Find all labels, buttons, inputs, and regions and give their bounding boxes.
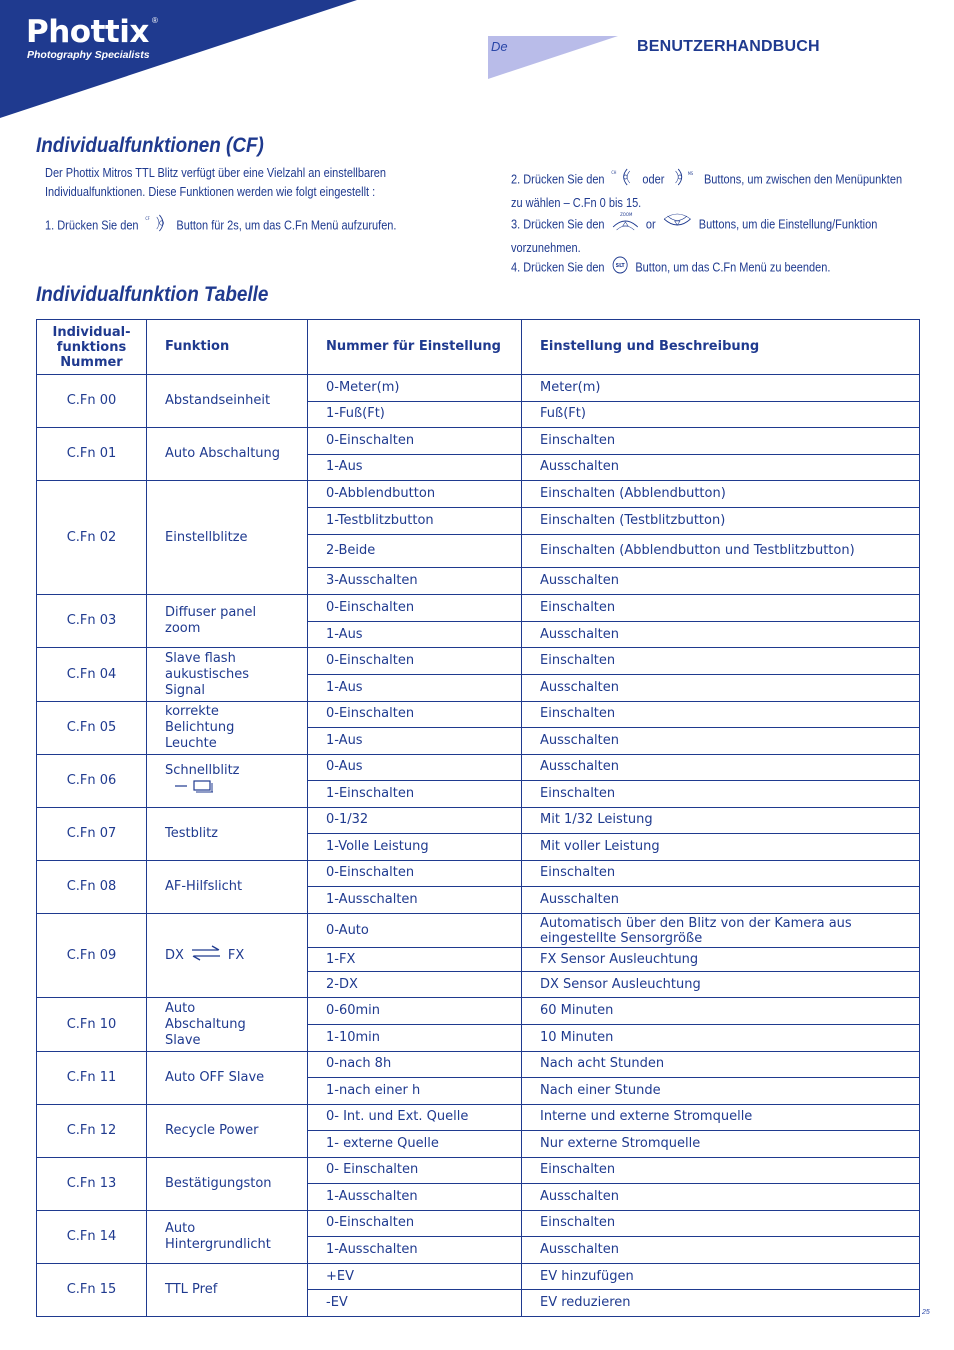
cfn-number: C.Fn 10 <box>37 998 147 1051</box>
cfn-number: C.Fn 14 <box>37 1210 147 1263</box>
svg-text:CH: CH <box>611 170 617 176</box>
setting-description: Mit 1/32 Leistung <box>522 807 920 834</box>
setting-description: Einschalten (Testblitzbutton) <box>522 507 920 535</box>
setting-description: FX Sensor Ausleuchtung <box>522 948 920 971</box>
cfn-number: C.Fn 06 <box>37 754 147 807</box>
intro-paragraph: Der Phottix Mitros TTL Blitz verfügt über eine Vielzahl an einstellbaren Individualfunktionen. Diese Funktionen werden wie folgt eingestellt : <box>45 166 386 199</box>
step-3-pre: 3. Drücken Sie den <box>511 217 605 232</box>
table-row <box>37 1051 920 1078</box>
setting-number: 0-60min <box>308 998 522 1025</box>
header-setting-number: Nummer für Einstellung <box>308 320 522 375</box>
step-2 <box>511 166 916 213</box>
setting-number: 0-Auto <box>308 913 522 948</box>
setting-number: 2-Beide <box>308 535 522 568</box>
left-dial-button-icon <box>611 166 636 194</box>
function-label: Abstandseinheit <box>165 393 271 409</box>
function-button-icon <box>145 212 170 240</box>
setting-description: Ausschalten <box>522 1184 920 1211</box>
manual-title: BENUTZERHANDBUCH <box>637 38 820 55</box>
cfn-function <box>147 754 308 807</box>
setting-number: 1-Aus <box>308 621 522 648</box>
right-dial-button-icon <box>671 166 697 194</box>
setting-number: 1-10min <box>308 1025 522 1052</box>
setting-description: Nur externe Stromquelle <box>522 1131 920 1158</box>
step-2-post: Buttons, um zwischen den Menüpunkten zu wählen – C.Fn 0 bis 15. <box>511 172 903 210</box>
setting-number: 0-Aus <box>308 754 522 781</box>
setting-description: Nach acht Stunden <box>522 1051 920 1078</box>
setting-number: 1- externe Quelle <box>308 1131 522 1158</box>
cfn-function <box>147 1157 308 1210</box>
setting-description: Nach einer Stunde <box>522 1078 920 1105</box>
step-1-pre: 1. Drücken Sie den <box>45 218 139 233</box>
function-dx-label: DX <box>165 948 184 964</box>
setting-number: 0-Einschalten <box>308 428 522 455</box>
function-label: AF-Hilfslicht <box>165 878 243 894</box>
function-label: Diffuser panel zoom <box>165 605 257 637</box>
setting-number: +EV <box>308 1263 522 1290</box>
step-3-or: or <box>645 217 656 232</box>
function-fx-label: FX <box>227 948 245 964</box>
setting-number: 1-Aus <box>308 675 522 702</box>
cfn-function <box>147 860 308 913</box>
setting-number: 3-Ausschalten <box>308 567 522 595</box>
cfn-number: C.Fn 03 <box>37 595 147 648</box>
setting-number: 1-Einschalten <box>308 781 522 808</box>
setting-number: 0- Einschalten <box>308 1157 522 1184</box>
table-row <box>37 860 920 887</box>
function-label: korrekte Belichtung Leuchte <box>165 703 235 751</box>
setting-number: 0-Einschalten <box>308 860 522 887</box>
setting-number: 0-Einschalten <box>308 595 522 622</box>
setting-number: 1-Testblitzbutton <box>308 507 522 535</box>
logo-wordmark: Phottix <box>26 14 149 50</box>
zoom-icon-label: ZOOM <box>619 211 633 218</box>
cfn-number: C.Fn 02 <box>37 481 147 595</box>
setting-description: Meter(m) <box>522 375 920 402</box>
table-row <box>37 1263 920 1290</box>
setting-description: Ausschalten <box>522 728 920 755</box>
header-cfn-number: Individual-funktions Nummer <box>37 320 147 375</box>
cfn-function <box>147 1263 308 1316</box>
setting-description: Einschalten <box>522 428 920 455</box>
cfn-function <box>147 998 308 1051</box>
header-description: Einstellung und Beschreibung <box>522 320 920 375</box>
svg-text:CF: CF <box>145 216 150 222</box>
setting-description: EV hinzufügen <box>522 1263 920 1290</box>
setting-description: Einschalten <box>522 648 920 675</box>
setting-number: 1-nach einer h <box>308 1078 522 1105</box>
setting-description: Einschalten (Abblendbutton) <box>522 481 920 508</box>
function-label: Auto Abschaltung Slave <box>165 1000 246 1048</box>
setting-number: 0-1/32 <box>308 807 522 834</box>
function-label: Recycle Power <box>165 1122 259 1138</box>
cfn-function <box>147 428 308 481</box>
step-4 <box>511 255 916 281</box>
step-3 <box>511 211 916 258</box>
function-label: Auto Abschaltung <box>165 446 281 462</box>
setting-description: Fuß(Ft) <box>522 401 920 428</box>
setting-number: 1-FX <box>308 948 522 971</box>
cfn-function <box>147 1210 308 1263</box>
step-4-pre: 4. Drücken Sie den <box>511 260 605 275</box>
table-row <box>37 595 920 622</box>
section-title-table: Individualfunktion Tabelle <box>36 283 269 306</box>
swap-arrows-icon <box>190 945 222 966</box>
cfn-number: C.Fn 09 <box>37 913 147 998</box>
setting-number: 0-Meter(m) <box>308 375 522 402</box>
cfn-number: C.Fn 12 <box>37 1104 147 1157</box>
setting-description: Einschalten <box>522 860 920 887</box>
step-3-post: Buttons, um die Einstellung/Funktion vorzunehmen. <box>511 217 878 255</box>
language-tag: De <box>491 39 508 54</box>
setting-number: 1-Volle Leistung <box>308 834 522 861</box>
setting-description: Einschalten <box>522 595 920 622</box>
zoom-up-button-icon <box>611 211 639 239</box>
cfn-number: C.Fn 00 <box>37 375 147 428</box>
setting-description: Ausschalten <box>522 567 920 595</box>
setting-number: 0-Einschalten <box>308 1210 522 1237</box>
step-1-post: Button für 2s, um das C.Fn Menü aufzurufen. <box>176 218 397 233</box>
cfn-function <box>147 1051 308 1104</box>
table-row <box>37 913 920 948</box>
table-row <box>37 1210 920 1237</box>
setting-description: 10 Minuten <box>522 1025 920 1052</box>
setting-description: Ausschalten <box>522 675 920 702</box>
cfn-number: C.Fn 15 <box>37 1263 147 1316</box>
table-row <box>37 481 920 508</box>
setting-number: 0-Abblendbutton <box>308 481 522 508</box>
setting-description: Mit voller Leistung <box>522 834 920 861</box>
cfn-number: C.Fn 11 <box>37 1051 147 1104</box>
table-row <box>37 428 920 455</box>
slt-button-icon <box>611 255 629 281</box>
step-2-or: oder <box>642 172 665 187</box>
table-row <box>37 1104 920 1131</box>
function-label: Testblitz <box>165 825 218 841</box>
setting-description: Einschalten <box>522 1210 920 1237</box>
phottix-logo <box>26 14 158 61</box>
cfn-number: C.Fn 05 <box>37 701 147 754</box>
setting-description: Ausschalten <box>522 454 920 481</box>
function-label: Auto OFF Slave <box>165 1069 265 1085</box>
table-body <box>37 375 920 1317</box>
custom-functions-table <box>36 319 920 1317</box>
table-row <box>37 375 920 402</box>
down-button-icon <box>662 211 692 239</box>
setting-number: 0-Einschalten <box>308 701 522 728</box>
registered-mark: ® <box>152 16 158 25</box>
setting-description: Einschalten <box>522 1157 920 1184</box>
function-label: Schnellblitz <box>165 763 240 779</box>
setting-number: 1-Fuß(Ft) <box>308 401 522 428</box>
setting-description: Einschalten (Abblendbutton und Testblitzbutton) <box>522 535 920 568</box>
step-1 <box>45 212 485 240</box>
setting-description: Automatisch über den Blitz von der Kamera aus eingestellte Sensorgröße <box>522 913 920 948</box>
cfn-function <box>147 913 308 998</box>
svg-text:MS: MS <box>687 171 693 177</box>
cfn-number: C.Fn 08 <box>37 860 147 913</box>
table-row <box>37 807 920 834</box>
cfn-function <box>147 481 308 595</box>
logo-tagline: Photography Specialists <box>27 49 150 61</box>
step-4-post: Button, um das C.Fn Menü zu beenden. <box>635 260 831 275</box>
cfn-function <box>147 648 308 701</box>
cfn-function <box>147 1104 308 1157</box>
table-row <box>37 1157 920 1184</box>
section-title-cf: Individualfunktionen (CF) <box>36 134 264 157</box>
page-number: 25 <box>922 1309 930 1316</box>
setting-number: 1-Ausschalten <box>308 887 522 914</box>
step-2-pre: 2. Drücken Sie den <box>511 172 605 187</box>
setting-number: 0- Int. und Ext. Quelle <box>308 1104 522 1131</box>
setting-number: -EV <box>308 1290 522 1317</box>
function-label: Slave flash aukustisches Signal <box>165 650 249 698</box>
function-label: Einstellblitze <box>165 529 248 545</box>
setting-description: 60 Minuten <box>522 998 920 1025</box>
cfn-function <box>147 595 308 648</box>
cfn-number: C.Fn 04 <box>37 648 147 701</box>
table-row <box>37 754 920 781</box>
cfn-number: C.Fn 13 <box>37 1157 147 1210</box>
table-row <box>37 998 920 1025</box>
setting-number: 1-Ausschalten <box>308 1237 522 1264</box>
setting-number: 0-Einschalten <box>308 648 522 675</box>
setting-number: 0-nach 8h <box>308 1051 522 1078</box>
setting-description: DX Sensor Ausleuchtung <box>522 971 920 998</box>
setting-number: 1-Ausschalten <box>308 1184 522 1211</box>
cfn-number: C.Fn 01 <box>37 428 147 481</box>
cfn-function <box>147 807 308 860</box>
setting-description: Einschalten <box>522 701 920 728</box>
setting-description: Ausschalten <box>522 1237 920 1264</box>
setting-number: 1-Aus <box>308 454 522 481</box>
setting-description: Interne und externe Stromquelle <box>522 1104 920 1131</box>
table-header-row <box>37 320 920 375</box>
setting-number: 2-DX <box>308 971 522 998</box>
quick-flash-icon <box>175 779 215 798</box>
setting-description: EV reduzieren <box>522 1290 920 1317</box>
slt-icon-label: SLT <box>615 262 625 270</box>
function-label: Auto Hintergrundlicht <box>165 1220 271 1252</box>
setting-description: Einschalten <box>522 781 920 808</box>
cfn-function <box>147 375 308 428</box>
table-row <box>37 701 920 728</box>
cfn-number: C.Fn 07 <box>37 807 147 860</box>
function-label: Bestätigungston <box>165 1175 272 1191</box>
cfn-function <box>147 701 308 754</box>
header-function: Funktion <box>147 320 308 375</box>
setting-description: Ausschalten <box>522 754 920 781</box>
setting-description: Ausschalten <box>522 621 920 648</box>
table-row <box>37 648 920 675</box>
function-label: TTL Pref <box>165 1281 218 1297</box>
setting-number: 1-Aus <box>308 728 522 755</box>
setting-description: Ausschalten <box>522 887 920 914</box>
